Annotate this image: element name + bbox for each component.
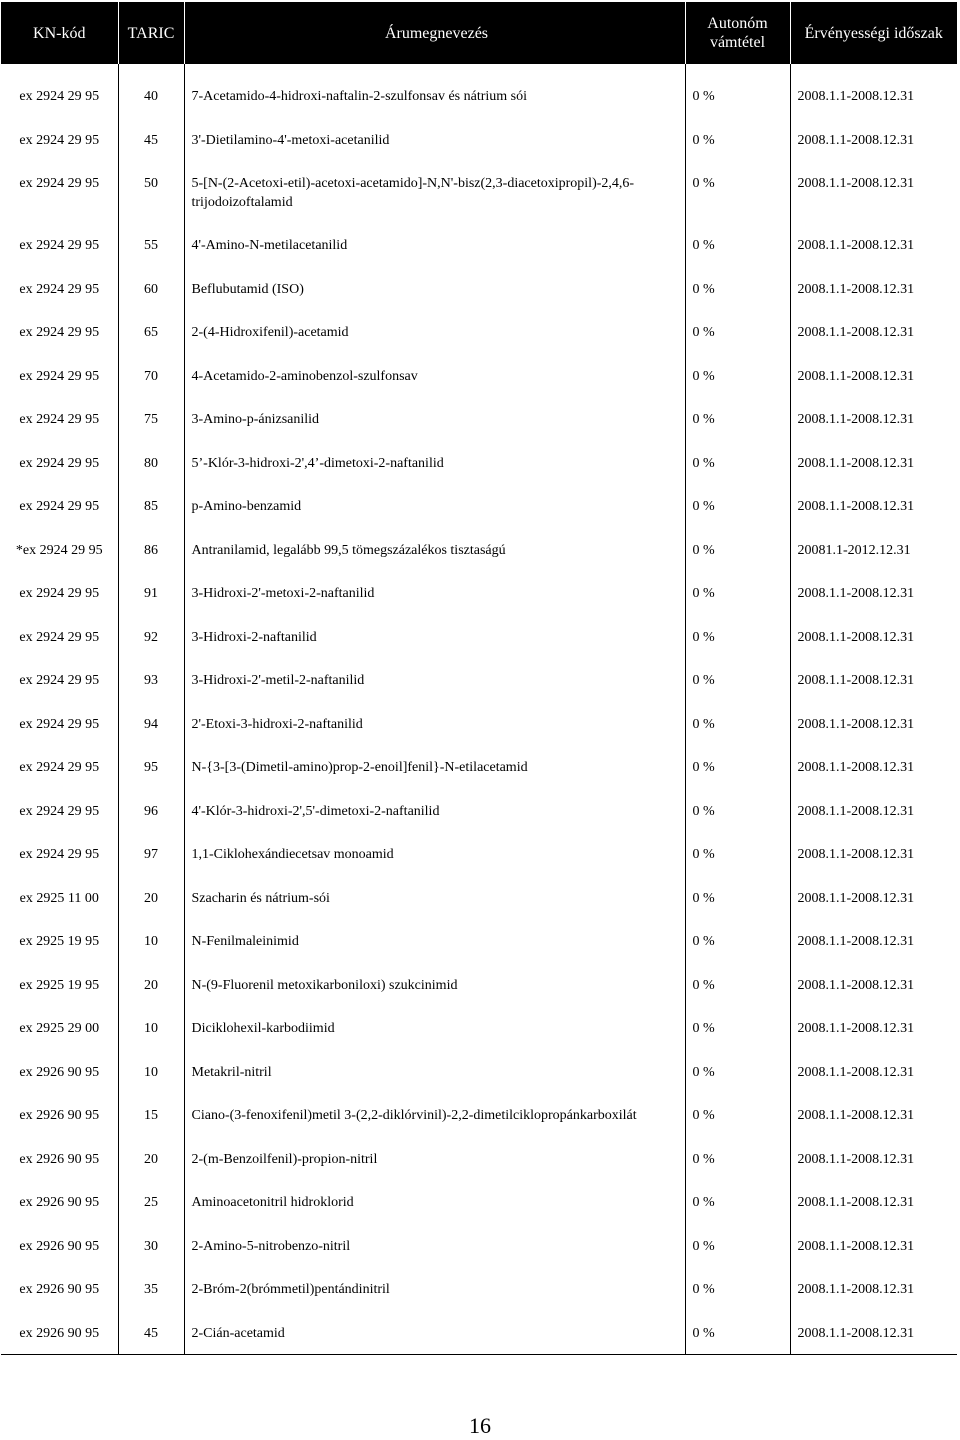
table-row — [1, 1180, 957, 1224]
table-row — [1, 310, 957, 354]
kn-code-cell: ex 2924 29 95 — [19, 803, 100, 819]
product-name-cell: 3'-Dietilamino-4'-metoxi-acetanilid — [184, 118, 685, 162]
duty-rate-cell: 0 % — [685, 919, 790, 963]
product-name-cell: N-{3-[3-(Dimetil-amino)prop-2-enoil]fenil}-N-etilacetamid — [184, 745, 685, 789]
kn-code-cell: ex 2924 29 95 — [19, 132, 100, 148]
table-row — [1, 267, 957, 311]
taric-cell: 35 — [118, 1267, 184, 1311]
table-row — [1, 702, 957, 746]
taric-cell: 20 — [118, 876, 184, 920]
table-row — [1, 1311, 957, 1355]
taric-cell: 92 — [118, 615, 184, 659]
validity-period-cell: 2008.1.1-2008.12.31 — [790, 658, 957, 702]
table-row — [1, 397, 957, 441]
product-name-cell: 1,1-Ciklohexándiecetsav monoamid — [184, 832, 685, 876]
taric-cell: 30 — [118, 1224, 184, 1268]
product-name-cell: 4-Acetamido-2-aminobenzol-szulfonsav — [184, 354, 685, 398]
validity-period-cell: 2008.1.1-2008.12.31 — [790, 832, 957, 876]
table-row — [1, 528, 957, 572]
validity-period-cell: 2008.1.1-2008.12.31 — [790, 963, 957, 1007]
validity-period-cell: 2008.1.1-2008.12.31 — [790, 1050, 957, 1094]
validity-period-cell: 2008.1.1-2008.12.31 — [790, 1267, 957, 1311]
kn-code-cell: ex 2926 90 95 — [19, 1195, 100, 1210]
table-row — [1, 1050, 957, 1094]
product-name-cell: 2'-Etoxi-3-hidroxi-2-naftanilid — [184, 702, 685, 746]
product-name-cell: 2-Amino-5-nitrobenzo-nitril — [184, 1224, 685, 1268]
taric-cell: 45 — [118, 1311, 184, 1355]
validity-period-cell: 2008.1.1-2008.12.31 — [790, 223, 957, 267]
table-row — [1, 1267, 957, 1311]
validity-period-cell: 2008.1.1-2008.12.31 — [790, 571, 957, 615]
duty-rate-cell: 0 % — [685, 528, 790, 572]
kn-code-cell: ex 2926 90 95 — [19, 1151, 100, 1167]
taric-cell: 75 — [118, 397, 184, 441]
table-row — [1, 876, 957, 920]
table-row — [1, 118, 957, 162]
taric-cell: 65 — [118, 310, 184, 354]
taric-cell: 20 — [118, 1137, 184, 1181]
product-name-cell: Aminoacetonitril hidroklorid — [184, 1180, 685, 1224]
header-spacer — [1, 64, 957, 74]
validity-period-cell: 2008.1.1-2008.12.31 — [790, 1311, 957, 1355]
duty-rate-cell: 0 % — [685, 745, 790, 789]
product-name-cell: N-(9-Fluorenil metoxikarboniloxi) szukcinimid — [184, 963, 685, 1007]
taric-cell: 91 — [118, 571, 184, 615]
product-name-cell: p-Amino-benzamid — [184, 484, 685, 528]
page-number: 16 — [469, 1413, 491, 1438]
duty-rate-cell: 0 % — [685, 876, 790, 920]
duty-rate-cell: 0 % — [685, 74, 790, 118]
duty-rate-cell: 0 % — [685, 310, 790, 354]
taric-cell: 97 — [118, 832, 184, 876]
header-validity-period: Érvényességi időszak — [790, 2, 957, 64]
validity-period-cell: 2008.1.1-2008.12.31 — [790, 1137, 957, 1181]
product-name-cell: N-Fenilmaleinimid — [184, 919, 685, 963]
kn-code-cell: ex 2924 29 95 — [19, 368, 100, 384]
duty-rate-cell: 0 % — [685, 1311, 790, 1355]
taric-cell: 94 — [118, 702, 184, 746]
kn-code-cell: ex 2924 29 95 — [19, 673, 100, 688]
table-row — [1, 161, 957, 223]
table-row — [1, 354, 957, 398]
product-name-cell: Ciano-(3-fenoxifenil)metil 3-(2,2-diklórvinil)-2,2-dimetilciklopropánkarboxilát — [184, 1093, 685, 1137]
duty-rate-cell: 0 % — [685, 832, 790, 876]
kn-code-cell: ex 2924 29 95 — [19, 760, 100, 775]
duty-rate-cell: 0 % — [685, 1267, 790, 1311]
duty-rate-cell: 0 % — [685, 223, 790, 267]
product-name-cell: 3-Hidroxi-2-naftanilid — [184, 615, 685, 659]
table-row — [1, 1093, 957, 1137]
validity-period-cell: 2008.1.1-2008.12.31 — [790, 702, 957, 746]
duty-rate-cell: 0 % — [685, 267, 790, 311]
header-taric: TARIC — [118, 2, 184, 64]
product-name-cell: 2-(4-Hidroxifenil)-acetamid — [184, 310, 685, 354]
taric-cell: 95 — [118, 745, 184, 789]
taric-cell: 45 — [118, 118, 184, 162]
duty-rate-cell: 0 % — [685, 963, 790, 1007]
duty-rate-cell: 0 % — [685, 441, 790, 485]
validity-period-cell: 2008.1.1-2008.12.31 — [790, 441, 957, 485]
duty-rate-cell: 0 % — [685, 658, 790, 702]
taric-cell: 20 — [118, 963, 184, 1007]
duty-rate-cell: 0 % — [685, 118, 790, 162]
kn-code-cell: ex 2926 90 95 — [19, 1238, 100, 1254]
duty-rate-cell: 0 % — [685, 1093, 790, 1137]
kn-code-cell: *ex 2924 29 95 — [15, 542, 103, 558]
product-name-cell: 2-Bróm-2(brómmetil)pentándinitril — [184, 1267, 685, 1311]
taric-cell: 40 — [118, 74, 184, 118]
product-name-cell: Metakril-nitril — [184, 1050, 685, 1094]
taric-cell: 85 — [118, 484, 184, 528]
duty-rate-cell: 0 % — [685, 397, 790, 441]
taric-cell: 25 — [118, 1180, 184, 1224]
kn-code-cell: ex 2924 29 95 — [19, 455, 100, 471]
product-name-cell: 2-(m-Benzoilfenil)-propion-nitril — [184, 1137, 685, 1181]
table-row — [1, 919, 957, 963]
duty-rate-cell: 0 % — [685, 1006, 790, 1050]
table-row — [1, 441, 957, 485]
validity-period-cell: 2008.1.1-2008.12.31 — [790, 484, 957, 528]
tariff-table-body — [1, 2, 957, 1355]
validity-period-cell: 2008.1.1-2008.12.31 — [790, 397, 957, 441]
validity-period-cell: 2008.1.1-2008.12.31 — [790, 118, 957, 162]
kn-code-cell: ex 2926 90 95 — [19, 1282, 100, 1297]
duty-rate-cell: 0 % — [685, 789, 790, 833]
product-name-cell: 7-Acetamido-4-hidroxi-naftalin-2-szulfonsav és nátrium sói — [184, 74, 685, 118]
kn-code-cell: ex 2924 29 95 — [19, 586, 100, 601]
header-product-name: Árumegnevezés — [184, 2, 685, 64]
header-duty-rate: Autonóm vámtétel — [685, 2, 790, 64]
validity-period-cell: 2008.1.1-2008.12.31 — [790, 876, 957, 920]
duty-rate-cell: 0 % — [685, 702, 790, 746]
table-row — [1, 74, 957, 118]
duty-rate-cell: 0 % — [685, 615, 790, 659]
validity-period-cell: 2008.1.1-2008.12.31 — [790, 789, 957, 833]
validity-period-cell: 2008.1.1-2008.12.31 — [790, 74, 957, 118]
kn-code-cell: ex 2924 29 95 — [19, 176, 100, 191]
product-name-cell: 4'-Amino-N-metilacetanilid — [184, 223, 685, 267]
validity-period-cell: 20081.1-2012.12.31 — [790, 528, 957, 572]
header-row — [1, 2, 957, 64]
duty-rate-cell: 0 % — [685, 161, 790, 223]
tariff-table — [1, 2, 957, 1355]
table-row — [1, 1006, 957, 1050]
table-row — [1, 1137, 957, 1181]
validity-period-cell: 2008.1.1-2008.12.31 — [790, 919, 957, 963]
validity-period-cell: 2008.1.1-2008.12.31 — [790, 310, 957, 354]
taric-cell: 96 — [118, 789, 184, 833]
validity-period-cell: 2008.1.1-2008.12.31 — [790, 1093, 957, 1137]
kn-code-cell: ex 2924 29 95 — [19, 325, 100, 340]
taric-cell: 80 — [118, 441, 184, 485]
taric-cell: 15 — [118, 1093, 184, 1137]
kn-code-cell: ex 2924 29 95 — [19, 629, 100, 645]
table-row — [1, 484, 957, 528]
kn-code-cell: ex 2926 90 95 — [19, 1108, 100, 1123]
product-name-cell: 3-Amino-p-ánizsanilid — [184, 397, 685, 441]
duty-rate-cell: 0 % — [685, 1224, 790, 1268]
kn-code-cell: ex 2925 19 95 — [19, 977, 100, 993]
table-row — [1, 658, 957, 702]
kn-code-cell: ex 2924 29 95 — [19, 89, 100, 104]
validity-period-cell: 2008.1.1-2008.12.31 — [790, 354, 957, 398]
duty-rate-cell: 0 % — [685, 1050, 790, 1094]
duty-rate-cell: 0 % — [685, 1137, 790, 1181]
duty-rate-cell: 0 % — [685, 571, 790, 615]
kn-code-cell: ex 2924 29 95 — [19, 716, 100, 732]
table-row — [1, 223, 957, 267]
kn-code-cell: ex 2924 29 95 — [19, 281, 100, 297]
kn-code-cell: ex 2924 29 95 — [19, 499, 100, 514]
table-row — [1, 745, 957, 789]
table-row — [1, 1224, 957, 1268]
kn-code-cell: ex 2924 29 95 — [19, 847, 100, 862]
taric-cell: 50 — [118, 161, 184, 223]
kn-code-cell: ex 2926 90 95 — [1, 1311, 118, 1355]
validity-period-cell: 2008.1.1-2008.12.31 — [790, 615, 957, 659]
table-row — [1, 832, 957, 876]
kn-code-cell: ex 2924 29 95 — [19, 238, 100, 253]
taric-cell: 70 — [118, 354, 184, 398]
header-kn-code: KN-kód — [1, 2, 118, 64]
product-name-cell: 5-[N-(2-Acetoxi-etil)-acetoxi-acetamido]-N,N'-bisz(2,3-diacetoxipropil)-2,4,6-trijodoizoftalamid — [184, 161, 685, 223]
product-name-cell: Antranilamid, legalább 99,5 tömegszázalékos tisztaságú — [184, 528, 685, 572]
validity-period-cell: 2008.1.1-2008.12.31 — [790, 267, 957, 311]
taric-cell: 86 — [118, 528, 184, 572]
validity-period-cell: 2008.1.1-2008.12.31 — [790, 1224, 957, 1268]
validity-period-cell: 2008.1.1-2008.12.31 — [790, 1180, 957, 1224]
table-row — [1, 615, 957, 659]
taric-cell: 93 — [118, 658, 184, 702]
taric-cell: 60 — [118, 267, 184, 311]
validity-period-cell: 2008.1.1-2008.12.31 — [790, 745, 957, 789]
product-name-cell: Szacharin és nátrium-sói — [184, 876, 685, 920]
duty-rate-cell: 0 % — [685, 1180, 790, 1224]
kn-code-cell: ex 2925 19 95 — [19, 934, 100, 949]
table-row — [1, 571, 957, 615]
kn-code-cell: ex 2924 29 95 — [19, 412, 100, 427]
kn-code-cell: ex 2925 29 00 — [19, 1021, 100, 1036]
taric-cell: 10 — [118, 1006, 184, 1050]
validity-period-cell: 2008.1.1-2008.12.31 — [790, 1006, 957, 1050]
validity-period-cell: 2008.1.1-2008.12.31 — [790, 161, 957, 223]
product-name-cell: 3-Hidroxi-2'-metil-2-naftanilid — [184, 658, 685, 702]
taric-cell: 10 — [118, 919, 184, 963]
product-name-cell: 4'-Klór-3-hidroxi-2',5'-dimetoxi-2-naftanilid — [184, 789, 685, 833]
product-name-cell: Beflubutamid (ISO) — [184, 267, 685, 311]
kn-code-cell: ex 2925 11 00 — [19, 890, 99, 906]
table-row — [1, 963, 957, 1007]
product-name-cell: 2-Cián-acetamid — [184, 1311, 685, 1355]
table-row — [1, 789, 957, 833]
duty-rate-cell: 0 % — [685, 354, 790, 398]
duty-rate-cell: 0 % — [685, 484, 790, 528]
taric-cell: 10 — [118, 1050, 184, 1094]
product-name-cell: 3-Hidroxi-2'-metoxi-2-naftanilid — [184, 571, 685, 615]
kn-code-cell: ex 2926 90 95 — [19, 1064, 100, 1080]
product-name-cell: Diciklohexil-karbodiimid — [184, 1006, 685, 1050]
product-name-cell: 5’-Klór-3-hidroxi-2',4’-dimetoxi-2-naftanilid — [184, 441, 685, 485]
taric-cell: 55 — [118, 223, 184, 267]
